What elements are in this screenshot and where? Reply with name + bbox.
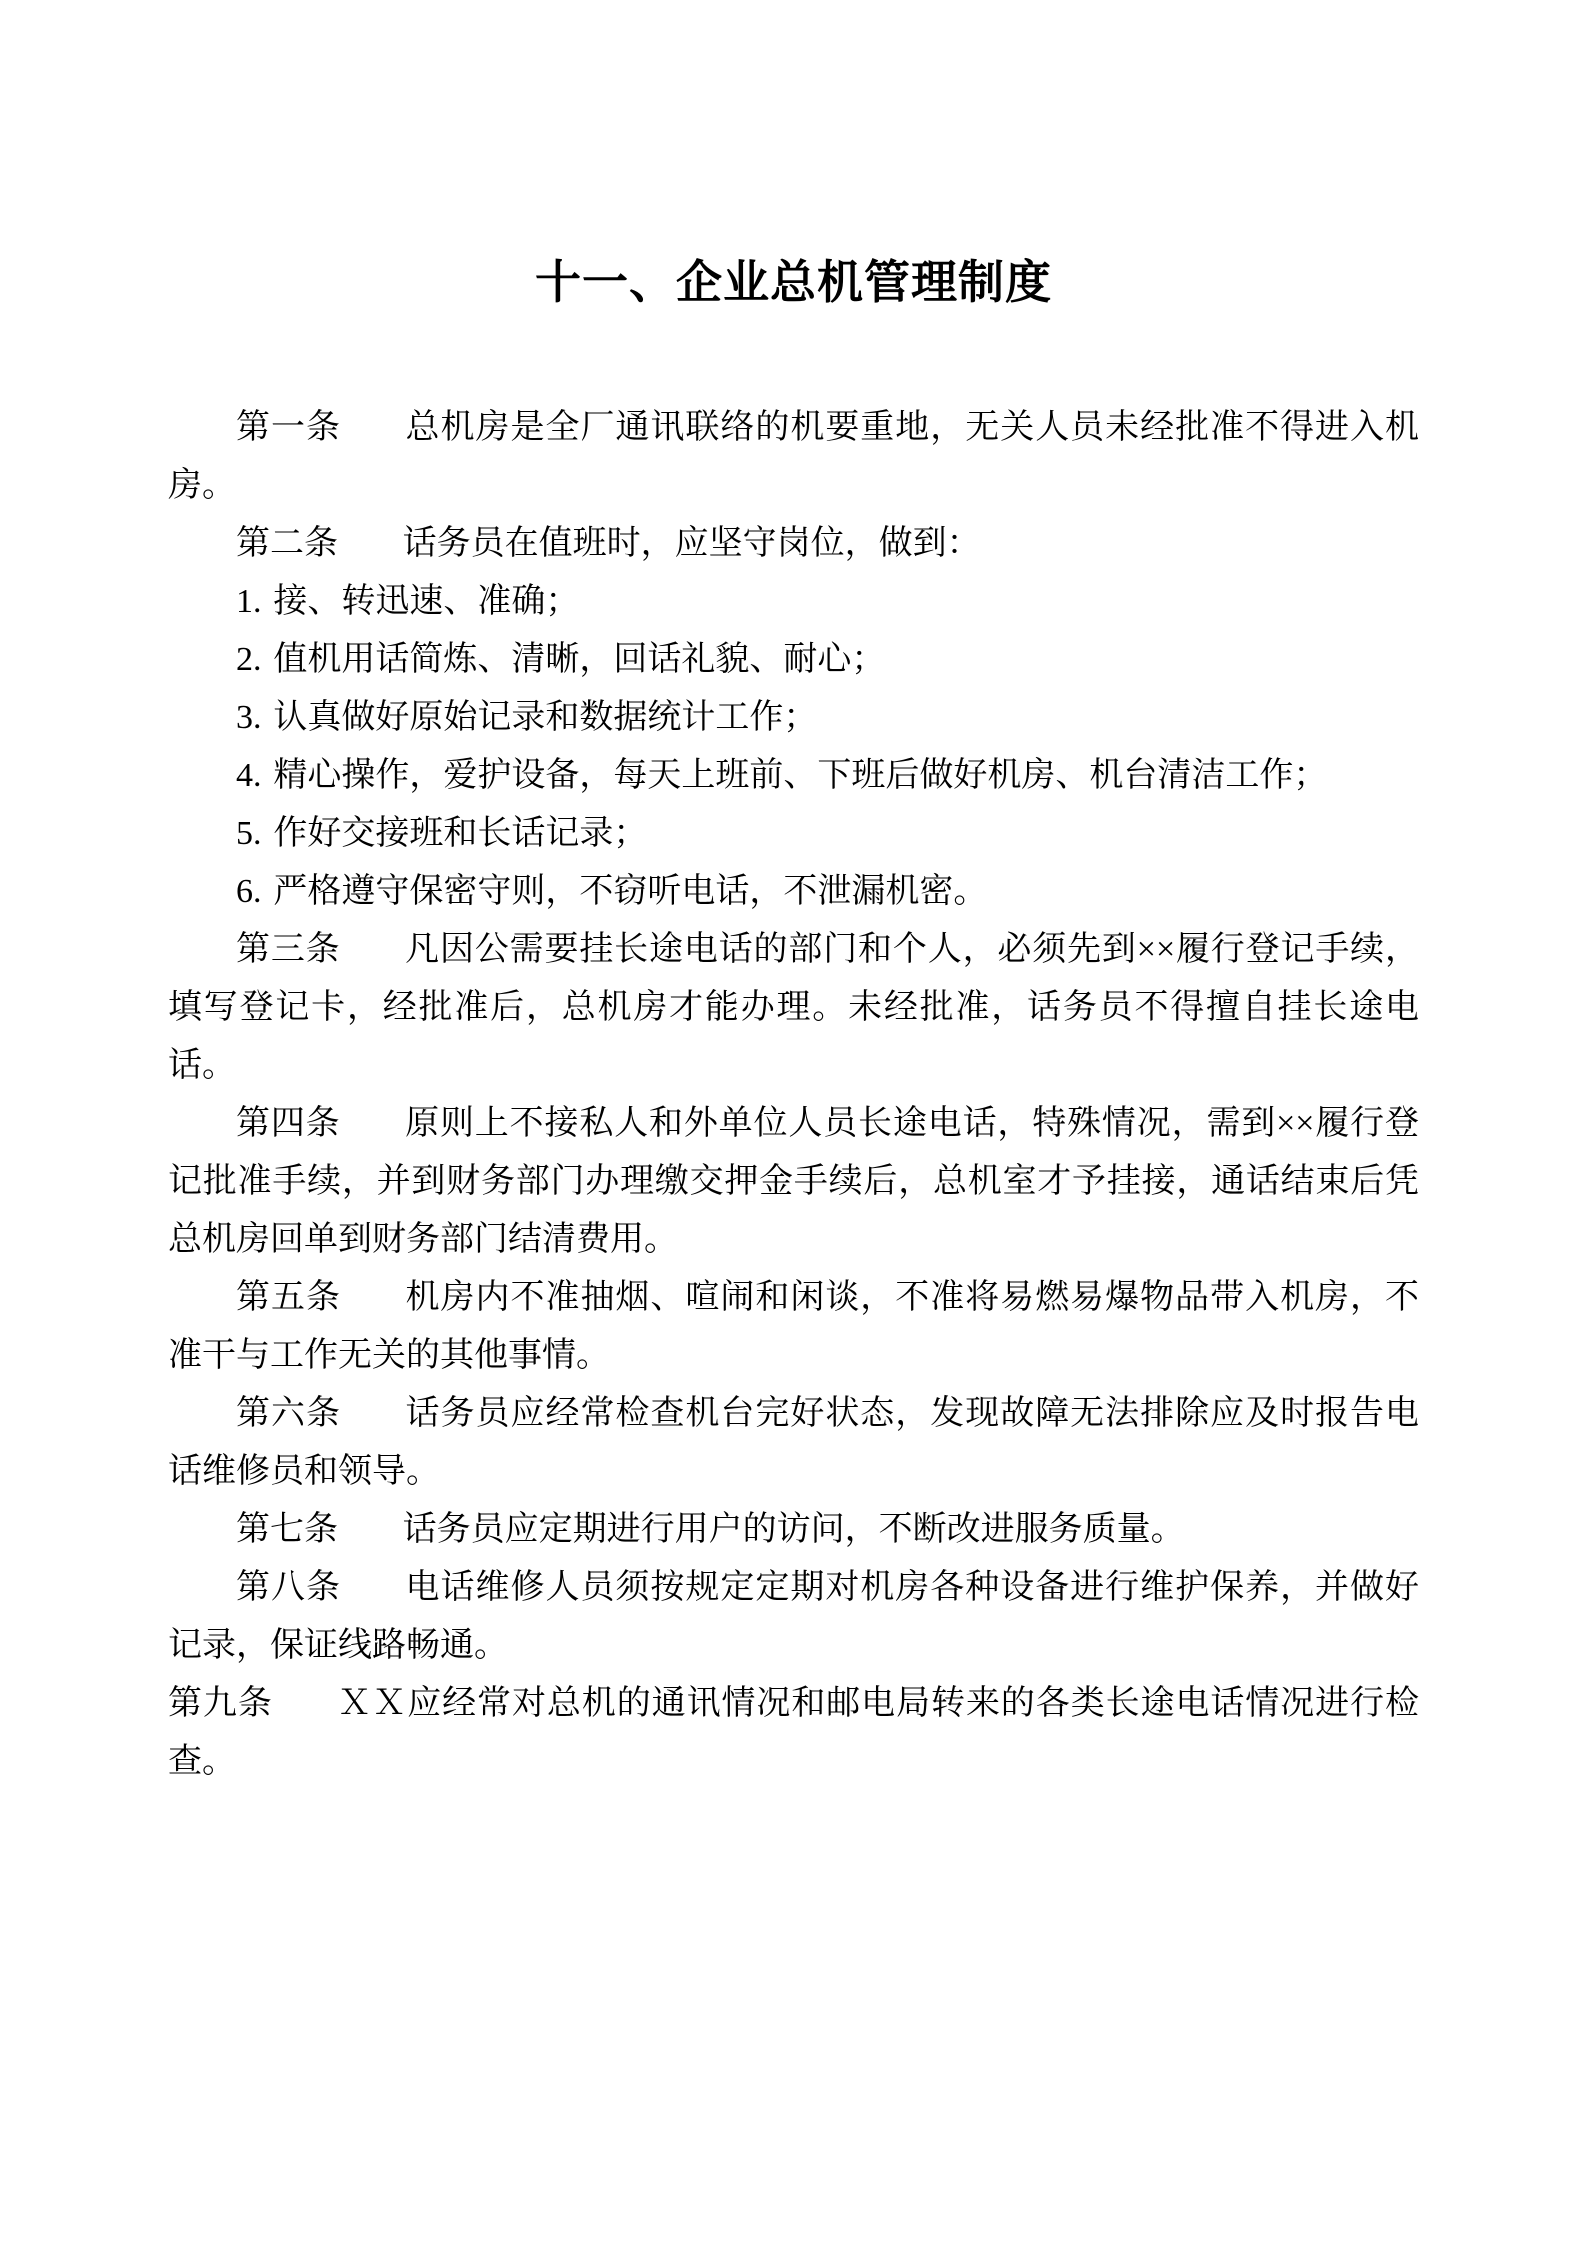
list-item-5 bbox=[168, 805, 1419, 863]
document-body bbox=[168, 399, 1419, 1791]
article-4 bbox=[168, 1095, 1419, 1269]
article-3-number: 第三条 bbox=[236, 931, 341, 968]
article-5-text: 机房内不准抽烟、喧闹和闲谈，不准将易燃易爆物品带入机房，不准干与工作无关的其他事情。 bbox=[168, 1279, 1420, 1374]
list-item-1-text: 接、转迅速、准确； bbox=[273, 583, 580, 620]
list-item-3 bbox=[168, 689, 1419, 747]
article-3 bbox=[168, 921, 1419, 1095]
list-item-4 bbox=[168, 747, 1419, 805]
list-item-5-number: 5. bbox=[236, 815, 262, 852]
article-4-number: 第四条 bbox=[236, 1105, 341, 1142]
list-item-6-text: 严格遵守保密守则，不窃听电话，不泄漏机密。 bbox=[273, 873, 988, 910]
list-item-6 bbox=[168, 863, 1419, 921]
list-item-1 bbox=[168, 573, 1419, 631]
list-item-1-number: 1. bbox=[236, 583, 262, 620]
list-item-2-text: 值机用话简炼、清晰，回话礼貌、耐心； bbox=[273, 641, 886, 678]
article-8-text: 电话维修人员须按规定定期对机房各种设备进行维护保养，并做好记录，保证线路畅通。 bbox=[168, 1569, 1420, 1664]
list-item-5-text: 作好交接班和长话记录； bbox=[273, 815, 648, 852]
list-item-2 bbox=[168, 631, 1419, 689]
article-2 bbox=[168, 515, 1419, 573]
article-7 bbox=[168, 1501, 1419, 1559]
article-2-number: 第二条 bbox=[236, 525, 338, 562]
list-item-3-text: 认真做好原始记录和数据统计工作； bbox=[273, 699, 818, 736]
article-4-text: 原则上不接私人和外单位人员长途电话，特殊情况，需到××履行登记批准手续，并到财务部门办理缴交押金手续后，总机室才予挂接，通话结束后凭总机房回单到财务部门结清费用。 bbox=[168, 1105, 1419, 1258]
article-3-text: 凡因公需要挂长途电话的部门和个人，必须先到××履行登记手续，填写登记卡，经批准后，总机房才能办理。未经批准，话务员不得擅自挂长途电话。 bbox=[168, 931, 1419, 1084]
list-item-6-number: 6. bbox=[236, 873, 262, 910]
article-6-text: 话务员应经常检查机台完好状态，发现故障无法排除应及时报告电话维修员和领导。 bbox=[168, 1395, 1420, 1490]
list-item-4-text: 精心操作，爱护设备，每天上班前、下班后做好机房、机台清洁工作； bbox=[273, 757, 1328, 794]
article-2-text: 话务员在值班时，应坚守岗位，做到： bbox=[402, 525, 981, 562]
article-1-text: 总机房是全厂通讯联络的机要重地，无关人员未经批准不得进入机房。 bbox=[168, 409, 1420, 504]
article-9 bbox=[168, 1675, 1419, 1791]
list-item-2-number: 2. bbox=[236, 641, 262, 678]
document-title: 十一、企业总机管理制度 bbox=[535, 256, 1052, 308]
list-item-4-number: 4. bbox=[236, 757, 262, 794]
article-9-number: 第九条 bbox=[168, 1685, 273, 1722]
article-1-number: 第一条 bbox=[236, 409, 341, 446]
article-6 bbox=[168, 1385, 1419, 1501]
article-5-number: 第五条 bbox=[236, 1279, 341, 1316]
article-5 bbox=[168, 1269, 1419, 1385]
article-6-number: 第六条 bbox=[236, 1395, 341, 1432]
article-8 bbox=[168, 1559, 1419, 1675]
article-8-number: 第八条 bbox=[236, 1569, 341, 1606]
list-item-3-number: 3. bbox=[236, 699, 262, 736]
article-7-number: 第七条 bbox=[236, 1511, 338, 1548]
article-1 bbox=[168, 399, 1419, 515]
article-7-text: 话务员应定期进行用户的访问，不断改进服务质量。 bbox=[402, 1511, 1185, 1548]
article-9-text: ＸＸ应经常对总机的通讯情况和邮电局转来的各类长途电话情况进行检查。 bbox=[168, 1685, 1419, 1780]
